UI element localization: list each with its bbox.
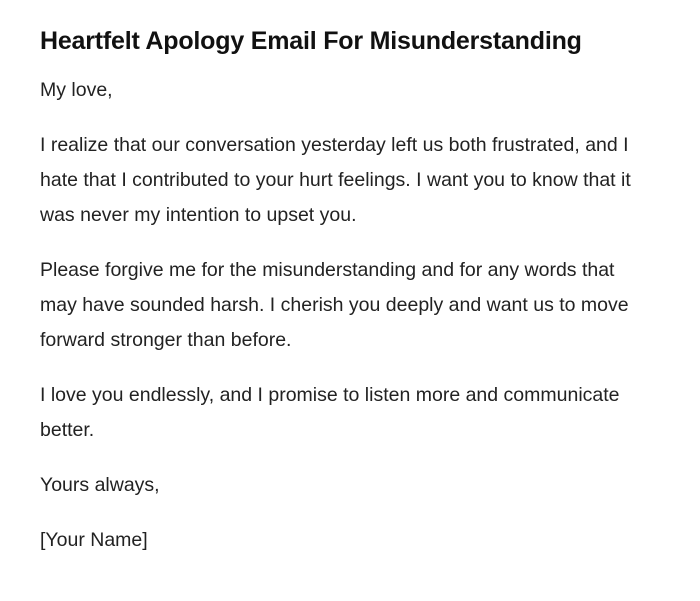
- body-paragraph-2: Please forgive me for the misunderstanding and for any words that may have sounded harsh. I cherish you deeply and want us to move forward stronger than before.: [40, 259, 629, 351]
- salutation: My love,: [40, 79, 113, 101]
- signature-placeholder: [Your Name]: [40, 529, 148, 551]
- body-paragraph-3: I love you endlessly, and I promise to listen more and communicate better.: [40, 384, 620, 441]
- closing-line: Yours always,: [40, 474, 160, 496]
- body-paragraph-1: I realize that our conversation yesterday left us both frustrated, and I hate that I contributed to your hurt feelings. I want you to know that it was never my intention to upset you.: [40, 134, 631, 226]
- document-title: Heartfelt Apology Email For Misunderstanding: [40, 27, 582, 55]
